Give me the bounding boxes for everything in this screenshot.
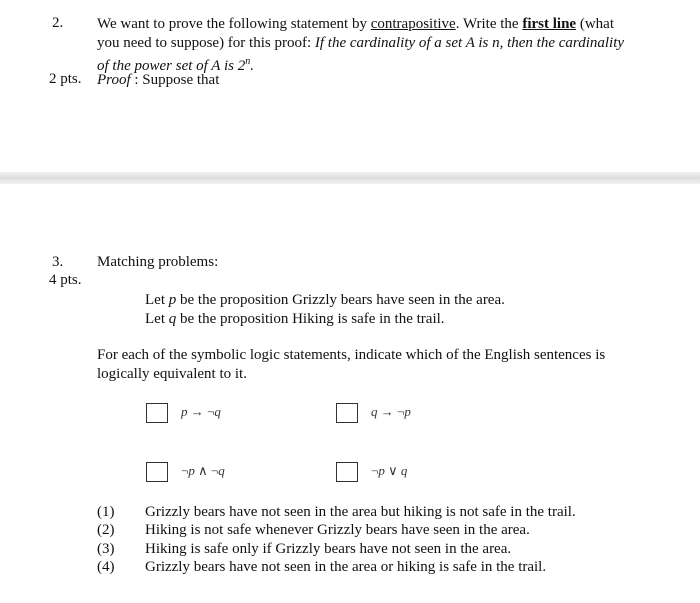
option-1-text: Grizzly bears have not seen in the area but hiking is not safe in the trail. (145, 504, 576, 520)
statement-1-op: → ¬ (187, 404, 215, 419)
answer-box-2[interactable] (336, 403, 358, 423)
q3-number: 3. (52, 254, 64, 270)
q2-line3-sup: n (245, 56, 251, 67)
q2-method: contrapositive (370, 16, 456, 32)
q3-points: 4 pts. (49, 272, 82, 288)
statement-4 (371, 463, 407, 479)
statement-4-b: q (400, 463, 408, 478)
q2-tail: (what (576, 16, 614, 32)
statement-2-op: → ¬ (377, 404, 405, 419)
q2-line-2 (97, 34, 624, 53)
q2-lead: We want to prove the following statement by (97, 16, 371, 32)
q2-proof-label: Proof (97, 72, 131, 88)
q3-def-p-text: be the proposition Grizzly bears have seen in the area. (176, 292, 505, 308)
q2-line-1 (97, 15, 614, 34)
q2-proof (97, 71, 219, 90)
q3-instructions-2: logically equivalent to it. (97, 366, 247, 382)
statement-1 (181, 404, 221, 420)
option-1-number: (1) (97, 504, 115, 520)
statement-2-a: q (371, 404, 378, 419)
q2-first-line: first line (522, 16, 577, 32)
statement-3-b: q (218, 463, 225, 478)
answer-box-1[interactable] (146, 403, 168, 423)
statement-1-a: p (181, 404, 188, 419)
statement-1-b: q (214, 404, 221, 419)
statement-4-a: p (378, 463, 385, 478)
option-3-number: (3) (97, 541, 115, 557)
q3-def-p-prefix: Let (145, 292, 169, 308)
q3-def-q-prefix: Let (145, 311, 169, 327)
statement-3-op: ∧ ¬ (194, 463, 219, 478)
option-4-text: Grizzly bears have not seen in the area or hiking is safe in the trail. (145, 559, 547, 575)
q2-line3-end: . (250, 58, 254, 74)
q3-def-q-var: q (168, 311, 177, 327)
q2-points: 2 pts. (49, 71, 82, 87)
answer-box-4[interactable] (336, 462, 358, 482)
option-2-text: Hiking is not safe whenever Grizzly bears have seen in the area. (145, 522, 530, 538)
q3-def-p (145, 291, 505, 310)
q3-title: Matching problems: (97, 254, 219, 270)
q3-def-q-text: be the proposition Hiking is safe in the trail. (176, 311, 445, 327)
statement-4-pre: ¬ (371, 463, 379, 478)
q3-def-q (145, 310, 445, 329)
option-3-text: Hiking is safe only if Grizzly bears have not seen in the area. (145, 541, 512, 557)
statement-4-op: ∨ (384, 463, 401, 478)
q2-line3-a: of the power set of A is 2 (97, 58, 246, 74)
q3-instructions-1: For each of the symbolic logic statements, indicate which of the English sentences is (97, 347, 606, 363)
option-2-number: (2) (97, 522, 115, 538)
page-divider (0, 172, 700, 184)
q3-def-p-var: p (168, 292, 177, 308)
statement-3 (181, 463, 225, 479)
q2-statement: If the cardinality of a set A is n, then the cardinality (314, 35, 625, 51)
option-4-number: (4) (97, 559, 115, 575)
q2-number: 2. (52, 15, 64, 31)
statement-2-b: p (404, 404, 411, 419)
statement-3-a: p (188, 463, 195, 478)
q2-proof-text: : Suppose that (130, 72, 220, 88)
statement-2 (371, 404, 411, 420)
statement-3-pre: ¬ (181, 463, 189, 478)
q2-line2-a: you need to suppose) for this proof: (97, 35, 315, 51)
q2-mid: . Write the (455, 16, 523, 32)
answer-box-3[interactable] (146, 462, 168, 482)
